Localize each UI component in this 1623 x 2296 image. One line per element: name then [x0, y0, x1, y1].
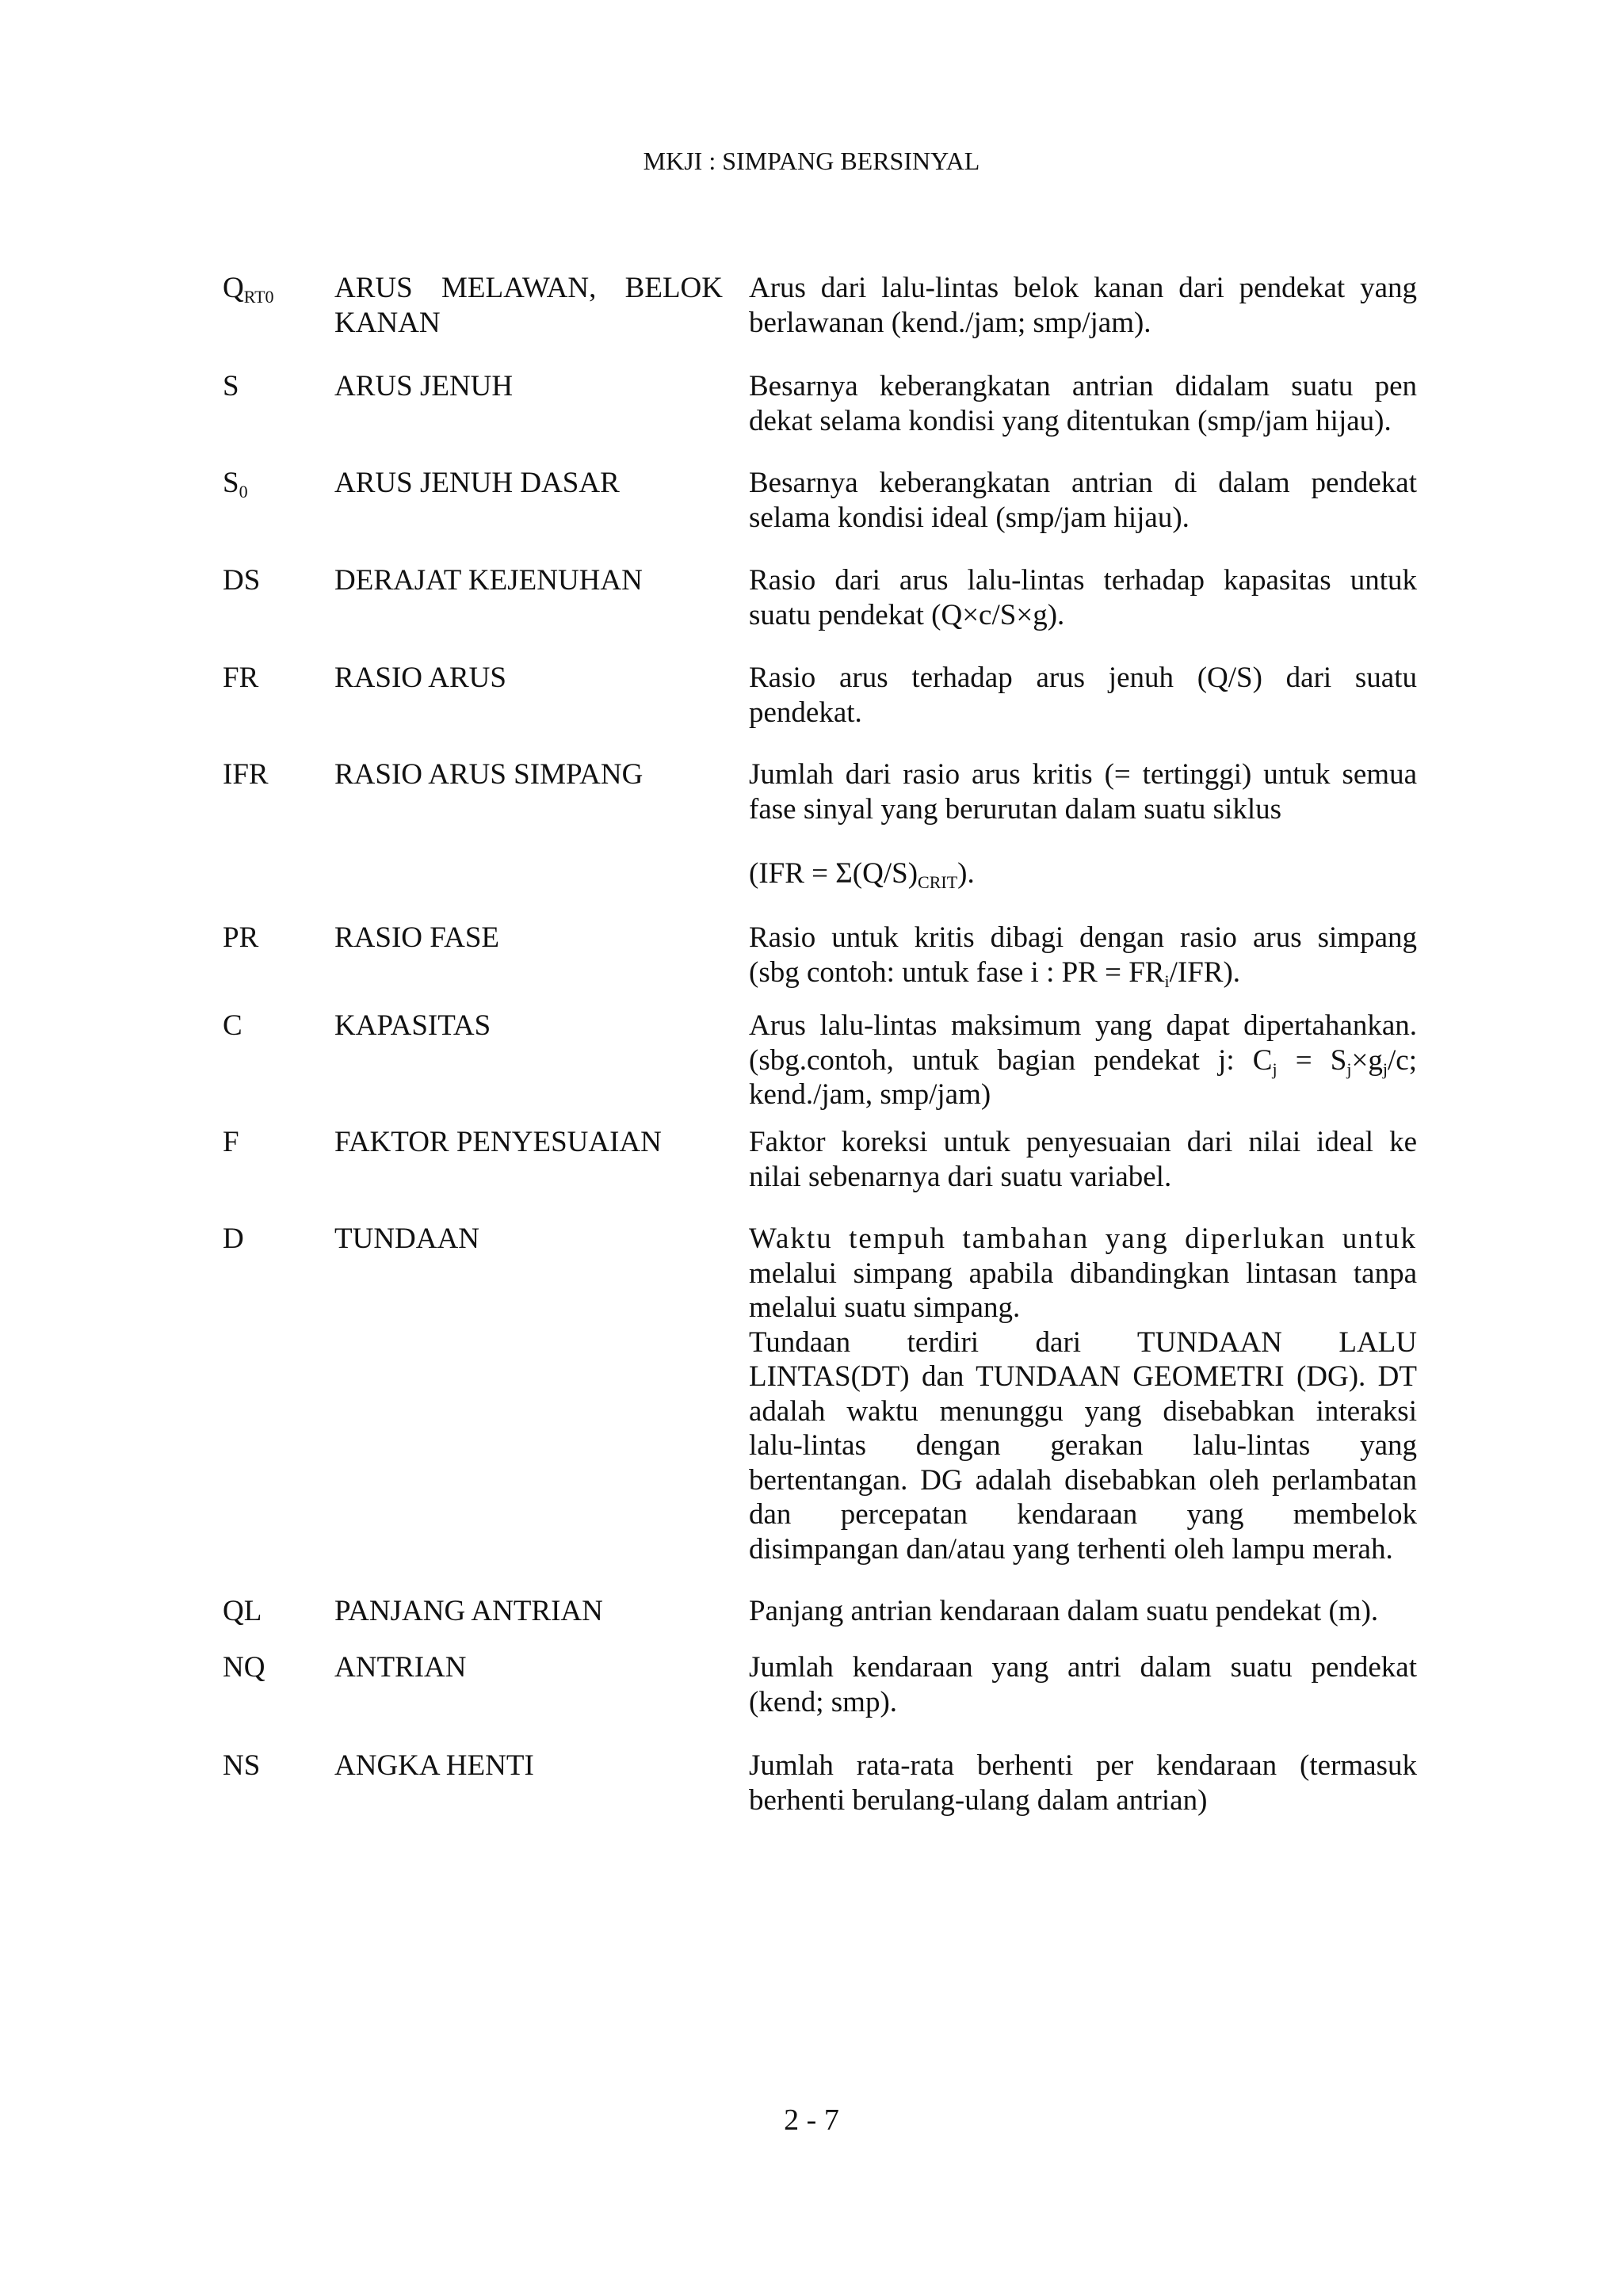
entry-description: Jumlah rata-rata berhenti per kendaraan (termasuk berhenti berulang-ulang dalam antrian)	[749, 1749, 1417, 1817]
entry-symbol: F	[223, 1126, 239, 1158]
entry-description: Rasio arus terhadap arus jenuh (Q/S) dari suatu pendekat.	[749, 662, 1417, 729]
entry-description: Besarnya keberangkatan antrian didalam suatu pen dekat selama kondisi yang ditentukan (smp/jam hijau).	[749, 370, 1417, 437]
entry-symbol: PR	[223, 921, 259, 954]
ifr-formula: $(IFR = \Sigma(Q/S)_{CRIT})$.	[749, 857, 975, 892]
entry-description: Faktor koreksi untuk penyesuaian dari nilai ideal ke nilai sebenarnya dari suatu variabel.	[749, 1126, 1417, 1193]
entry-term: ARUS MELAWAN, BELOK KANAN	[334, 272, 723, 339]
entry-term: PANJANG ANTRIAN	[334, 1595, 603, 1627]
entry-description: Arus dari lalu-lintas belok kanan dari pendekat yang berlawanan (kend./jam; smp/jam).	[749, 272, 1417, 339]
page-number: 2 - 7	[784, 2103, 839, 2137]
entry-symbol: $S_0$	[223, 467, 248, 502]
entry-symbol: IFR	[223, 758, 269, 791]
entry-description: Besarnya keberangkatan antrian di dalam pendekat selama kondisi ideal (smp/jam hijau).	[749, 467, 1417, 534]
entry-description: Jumlah dari rasio arus kritis (= tertinggi) untuk semua fase sinyal yang berurutan dalam suatu siklus $(IFR = \Sigma(Q/S)_{CRIT})$.	[749, 758, 1417, 892]
entry-term: KAPASITAS	[334, 1009, 491, 1042]
entry-term: FAKTOR PENYESUAIAN	[334, 1126, 662, 1158]
entry-description: Waktu tempuh tambahan yang diperlukan untuk melalui simpang apabila dibandingkan lintasan tanpa melalui suatu simpang. Tundaan terdiri dari TUNDAAN LALU LINTAS(DT) dan TUNDAAN GEOMETRI (DG). DT adalah waktu menunggu yang disebabkan interaksi lalu-lintas dengan gerakan lalu-lintas yang bertentangan. DG adalah disebabkan oleh perlambatan dan percepatan kendaraan yang membelok disimpangan dan/atau yang terhenti oleh lampu merah.	[749, 1222, 1417, 1566]
entry-description: Panjang antrian kendaraan dalam suatu pendekat (m).	[749, 1595, 1379, 1627]
entry-symbol: C	[223, 1009, 242, 1042]
entry-symbol: NS	[223, 1749, 261, 1782]
entry-term: TUNDAAN	[334, 1222, 479, 1255]
entry-symbol: D	[223, 1222, 244, 1255]
entry-description: Rasio untuk kritis dibagi dengan rasio arus simpang (sbg contoh: untuk fase i : PR = $FR_i/IFR$).	[749, 921, 1417, 991]
entry-symbol: FR	[223, 662, 259, 694]
entry-symbol: DS	[223, 564, 261, 597]
entry-symbol: $Q_{RT0}$	[223, 272, 274, 307]
entry-symbol: QL	[223, 1595, 262, 1627]
entry-description: Arus lalu-lintas maksimum yang dapat dipertahankan. (sbg.contoh, untuk bagian pendekat j: $C_j = S_j\times g_j/c$; kend./jam, smp/jam)	[749, 1009, 1417, 1111]
entry-term: ANTRIAN	[334, 1651, 467, 1684]
entry-term: ANGKA HENTI	[334, 1749, 534, 1782]
entry-term: DERAJAT KEJENUHAN	[334, 564, 643, 597]
entry-term: ARUS JENUH DASAR	[334, 467, 620, 499]
entry-term: RASIO ARUS	[334, 662, 506, 694]
entry-symbol: S	[223, 370, 239, 402]
entry-term: RASIO ARUS SIMPANG	[334, 758, 643, 791]
entry-symbol: NQ	[223, 1651, 265, 1684]
entry-term: ARUS JENUH	[334, 370, 514, 402]
page-header: MKJI : SIMPANG BERSINYAL	[643, 147, 980, 175]
entry-description: Rasio dari arus lalu-lintas terhadap kapasitas untuk suatu pendekat (Q×c/S×g).	[749, 564, 1417, 631]
entry-term: RASIO FASE	[334, 921, 499, 954]
entry-description: Jumlah kendaraan yang antri dalam suatu pendekat (kend; smp).	[749, 1651, 1417, 1718]
